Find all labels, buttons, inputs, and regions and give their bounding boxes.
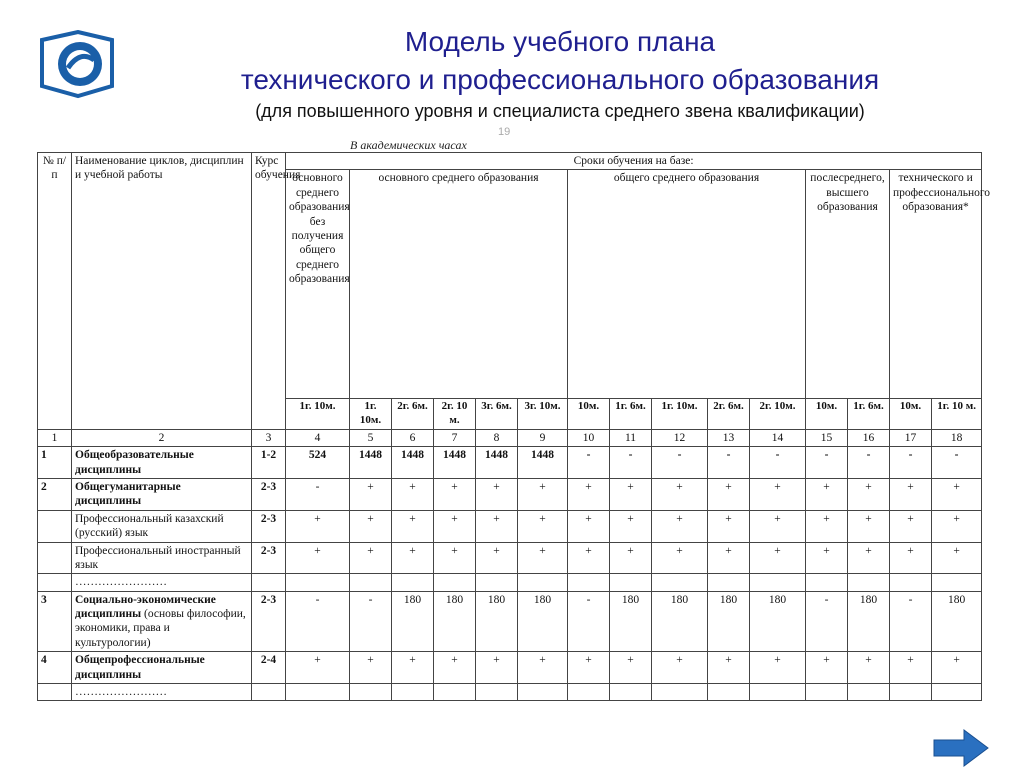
row-value — [932, 574, 982, 591]
row-value: - — [568, 447, 610, 479]
row-value: 180 — [708, 591, 750, 652]
row-value: + — [518, 479, 568, 511]
column-number: 13 — [708, 429, 750, 446]
row-value: + — [932, 510, 982, 542]
duration-cell: 2г. 10 м. — [434, 399, 476, 430]
row-value: + — [392, 479, 434, 511]
duration-cell: 2г. 10м. — [750, 399, 806, 430]
row-name — [72, 591, 252, 652]
row-number: 3 — [38, 591, 72, 652]
row-value: - — [568, 591, 610, 652]
row-value: + — [350, 510, 392, 542]
row-value: + — [350, 652, 392, 684]
row-value — [350, 574, 392, 591]
row-value — [652, 574, 708, 591]
column-number: 17 — [890, 429, 932, 446]
row-value — [890, 574, 932, 591]
table-caption: В академических часах — [350, 138, 467, 152]
row-value: - — [806, 591, 848, 652]
row-value: + — [286, 510, 350, 542]
row-number: 2 — [38, 479, 72, 511]
header-group-2: основного среднего образования — [350, 170, 568, 399]
row-value: + — [806, 510, 848, 542]
column-number: 12 — [652, 429, 708, 446]
title-line-1: Модель учебного плана — [404, 26, 716, 57]
row-value — [476, 574, 518, 591]
table-row — [38, 574, 982, 591]
row-course: 2-3 — [252, 479, 286, 511]
table-row — [38, 479, 982, 511]
row-value: 1448 — [518, 447, 568, 479]
row-value: - — [806, 447, 848, 479]
row-value: + — [568, 479, 610, 511]
row-value — [848, 574, 890, 591]
row-value — [568, 683, 610, 700]
row-value: 1448 — [392, 447, 434, 479]
row-value — [750, 683, 806, 700]
college-logo — [38, 30, 118, 100]
row-value: 180 — [518, 591, 568, 652]
row-value — [610, 683, 652, 700]
row-value: + — [708, 479, 750, 511]
column-number: 8 — [476, 429, 518, 446]
row-value: + — [890, 479, 932, 511]
header-row-1 — [38, 153, 982, 170]
row-number — [38, 510, 72, 542]
row-value: + — [932, 542, 982, 574]
row-course — [252, 574, 286, 591]
table-row — [38, 447, 982, 479]
row-value: + — [890, 652, 932, 684]
row-value: 1448 — [350, 447, 392, 479]
row-name — [72, 542, 252, 574]
column-number: 15 — [806, 429, 848, 446]
row-value: - — [932, 447, 982, 479]
row-value: 180 — [610, 591, 652, 652]
row-value: + — [890, 510, 932, 542]
duration-cell: 3г. 10м. — [518, 399, 568, 430]
row-value: + — [476, 510, 518, 542]
row-course: 1-2 — [252, 447, 286, 479]
column-number: 11 — [610, 429, 652, 446]
column-number: 7 — [434, 429, 476, 446]
row-name-bold: Общегуманитарные дисциплины — [75, 481, 181, 508]
row-value: + — [708, 510, 750, 542]
column-number: 4 — [286, 429, 350, 446]
header-group-5: технического и профессионального образования* — [890, 170, 982, 399]
row-value — [750, 574, 806, 591]
column-number: 5 — [350, 429, 392, 446]
row-value: + — [286, 542, 350, 574]
row-name-text: Профессиональный иностранный язык — [75, 544, 241, 571]
row-name-text: (основы философии, экономики, права и культурологии) — [75, 608, 246, 649]
row-value: + — [434, 542, 476, 574]
row-value — [518, 574, 568, 591]
row-number — [38, 683, 72, 700]
column-number: 10 — [568, 429, 610, 446]
duration-cell: 2г. 6м. — [708, 399, 750, 430]
duration-cell: 1г. 10м. — [286, 399, 350, 430]
row-course: 2-3 — [252, 510, 286, 542]
row-course: 2-3 — [252, 591, 286, 652]
curriculum-table — [37, 152, 991, 701]
row-value: + — [848, 652, 890, 684]
row-value: - — [350, 591, 392, 652]
page-number: 19 — [498, 126, 511, 138]
row-value: - — [890, 591, 932, 652]
row-value: + — [392, 510, 434, 542]
row-value: + — [568, 542, 610, 574]
row-value — [434, 574, 476, 591]
table-row — [38, 510, 982, 542]
row-value: - — [750, 447, 806, 479]
row-value: + — [568, 510, 610, 542]
row-value: + — [434, 510, 476, 542]
row-value: 180 — [476, 591, 518, 652]
row-value — [806, 683, 848, 700]
row-value: - — [286, 591, 350, 652]
row-value: + — [610, 510, 652, 542]
next-arrow-icon[interactable] — [930, 728, 992, 768]
row-value: + — [806, 479, 848, 511]
duration-cell: 1г. 6м. — [848, 399, 890, 430]
duration-cell: 3г. 6м. — [476, 399, 518, 430]
row-number: 4 — [38, 652, 72, 684]
row-name — [72, 574, 252, 591]
duration-cell: 1г. 10 м. — [932, 399, 982, 430]
row-value: 1448 — [434, 447, 476, 479]
row-value: + — [568, 652, 610, 684]
row-value — [932, 683, 982, 700]
column-number: 3 — [252, 429, 286, 446]
column-number-row — [38, 429, 982, 446]
row-value: + — [652, 479, 708, 511]
row-name — [72, 510, 252, 542]
row-name — [72, 652, 252, 684]
row-value: + — [392, 652, 434, 684]
table-row — [38, 652, 982, 684]
row-value — [890, 683, 932, 700]
row-name-bold: Общеобразовательные дисциплины — [75, 449, 194, 476]
row-value — [610, 574, 652, 591]
row-value — [708, 574, 750, 591]
row-value: + — [708, 652, 750, 684]
row-course: 2-3 — [252, 542, 286, 574]
subtitle: (для повышенного уровня и специалиста среднего звена квалификации) — [255, 101, 865, 121]
row-name-text: …………………… — [75, 576, 167, 589]
header-group-1: основного среднего образования без получения общего среднего образования — [286, 170, 350, 399]
row-value: + — [476, 479, 518, 511]
row-value — [350, 683, 392, 700]
header-terms: Сроки обучения на базе: — [286, 153, 982, 170]
row-number — [38, 574, 72, 591]
row-value: + — [476, 542, 518, 574]
row-value — [434, 683, 476, 700]
column-number: 1 — [38, 429, 72, 446]
column-number: 18 — [932, 429, 982, 446]
row-name — [72, 447, 252, 479]
column-number: 14 — [750, 429, 806, 446]
row-value: - — [286, 479, 350, 511]
row-value: 180 — [848, 591, 890, 652]
column-number: 16 — [848, 429, 890, 446]
row-value: + — [610, 652, 652, 684]
duration-cell: 10м. — [568, 399, 610, 430]
row-value — [708, 683, 750, 700]
row-value: 180 — [434, 591, 476, 652]
row-value: + — [434, 652, 476, 684]
title-line-2: технического и профессионального образования — [240, 64, 880, 95]
row-number: 1 — [38, 447, 72, 479]
row-name-text: Профессиональный казахский (русский) язык — [75, 512, 224, 540]
row-name — [72, 683, 252, 700]
row-value: + — [932, 479, 982, 511]
table-row — [38, 591, 982, 652]
column-number: 2 — [72, 429, 252, 446]
row-value — [848, 683, 890, 700]
row-value — [392, 683, 434, 700]
row-value: - — [610, 447, 652, 479]
row-value: 180 — [750, 591, 806, 652]
row-value: + — [806, 542, 848, 574]
row-value: + — [350, 479, 392, 511]
row-course — [252, 683, 286, 700]
row-value — [392, 574, 434, 591]
row-value — [652, 683, 708, 700]
row-number — [38, 542, 72, 574]
row-value: + — [708, 542, 750, 574]
row-value: + — [750, 510, 806, 542]
row-value: + — [286, 652, 350, 684]
row-value: + — [848, 510, 890, 542]
duration-cell: 10м. — [890, 399, 932, 430]
row-value: + — [518, 652, 568, 684]
row-value: + — [652, 510, 708, 542]
row-value: + — [750, 479, 806, 511]
row-value: - — [652, 447, 708, 479]
duration-cell: 1г. 10м. — [350, 399, 392, 430]
row-value: + — [848, 542, 890, 574]
row-value: + — [890, 542, 932, 574]
row-value: + — [652, 652, 708, 684]
row-value — [286, 683, 350, 700]
header-group-3: общего среднего образования — [568, 170, 806, 399]
duration-cell: 1г. 6м. — [610, 399, 652, 430]
row-course: 2-4 — [252, 652, 286, 684]
column-number: 9 — [518, 429, 568, 446]
row-value: + — [932, 652, 982, 684]
duration-cell: 2г. 6м. — [392, 399, 434, 430]
row-value: + — [518, 542, 568, 574]
row-value: + — [750, 652, 806, 684]
column-number: 6 — [392, 429, 434, 446]
row-value: 1448 — [476, 447, 518, 479]
row-name-bold: Общепрофессиональные дисциплины — [75, 654, 205, 681]
row-value — [568, 574, 610, 591]
row-value — [286, 574, 350, 591]
row-value: + — [476, 652, 518, 684]
table-row — [38, 683, 982, 700]
header-num: № п/п — [38, 153, 72, 430]
row-name — [72, 479, 252, 511]
row-value: - — [848, 447, 890, 479]
row-value — [476, 683, 518, 700]
row-value: + — [350, 542, 392, 574]
duration-cell: 1г. 10м. — [652, 399, 708, 430]
duration-cell: 10м. — [806, 399, 848, 430]
row-value — [806, 574, 848, 591]
row-value: + — [518, 510, 568, 542]
row-value: 180 — [932, 591, 982, 652]
row-value: + — [806, 652, 848, 684]
row-name-text: …………………… — [75, 685, 167, 698]
row-value: 180 — [652, 591, 708, 652]
row-value: - — [890, 447, 932, 479]
row-value: + — [848, 479, 890, 511]
row-value: - — [708, 447, 750, 479]
row-value: + — [392, 542, 434, 574]
table-row — [38, 542, 982, 574]
row-name-bold: Социально-экономические дисциплины — [75, 593, 216, 620]
header-course: Курс обучения — [252, 153, 286, 430]
row-value: 524 — [286, 447, 350, 479]
header-group-4: послесреднего, высшего образования — [806, 170, 890, 399]
row-value: + — [750, 542, 806, 574]
row-value: + — [610, 542, 652, 574]
row-value — [518, 683, 568, 700]
row-value: + — [610, 479, 652, 511]
row-value: 180 — [392, 591, 434, 652]
header-name: Наименование циклов, дисциплин и учебной работы — [72, 153, 252, 430]
row-value: + — [434, 479, 476, 511]
row-value: + — [652, 542, 708, 574]
